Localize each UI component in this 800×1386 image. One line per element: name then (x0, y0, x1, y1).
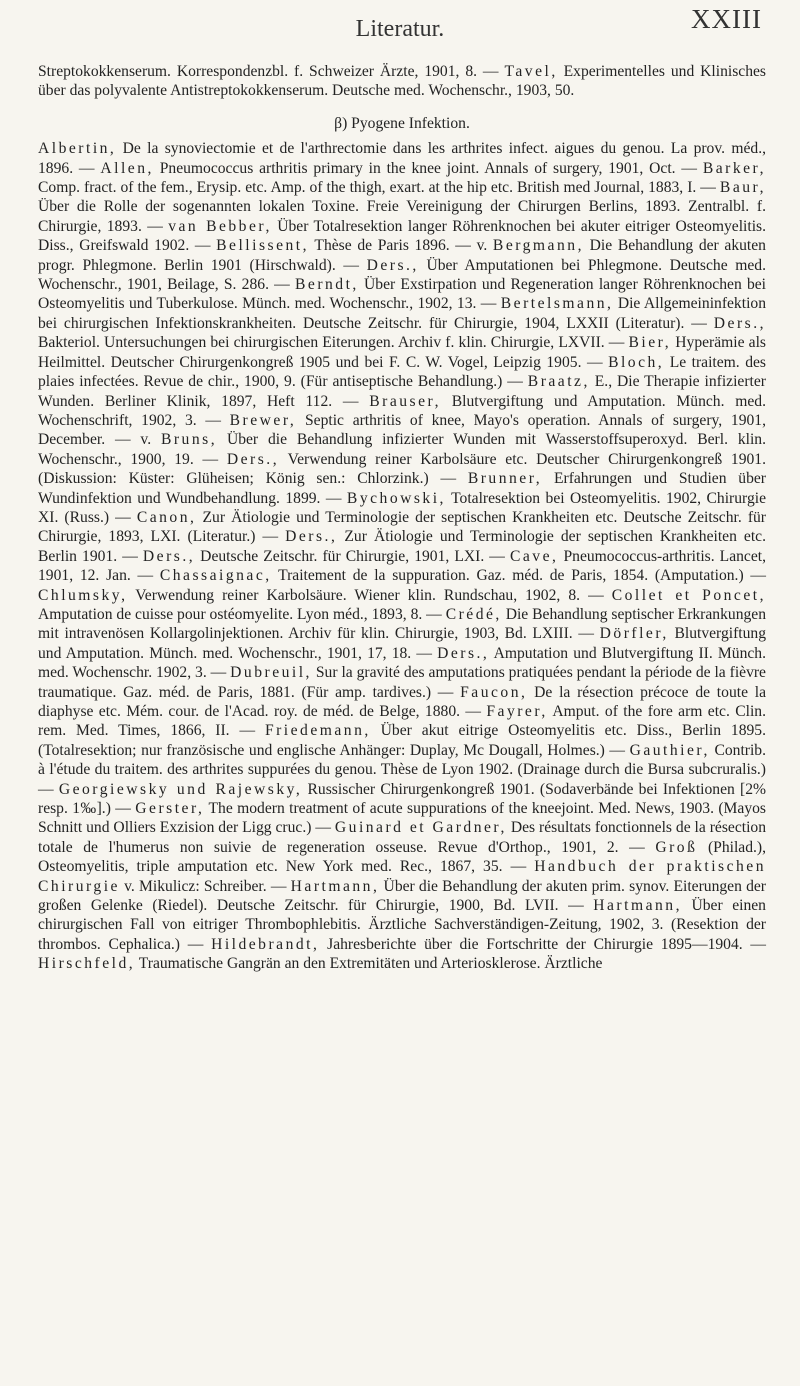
entry-text: Blutvergiftung und Amputation. Münch. med. Wochenschrift, 1902, 3. — (38, 392, 766, 429)
entry-text: Pneumococcus-arthritis. Lancet, 1901, 12. Jan. — (38, 547, 767, 585)
author-name: Bier, (628, 334, 672, 352)
entry-text: Über die Behandlung infizierter Wunden mit Wasserstoffsuperoxyd. Berl. klin. Wochenschr., 1900, 19. — (38, 431, 766, 468)
author-name: Ders., (437, 644, 490, 662)
entry-text: Über die Behandlung der akuten prim. synov. Eiterungen der großen Gelenke (Riedel). Deutsche Zeitschr. für Chirurgie, 1900, Bd. LVII. — (38, 877, 766, 915)
author-name: Tavel, (504, 63, 558, 80)
entry-text: Verwendung reiner Karbolsäure etc. Deutscher Chirurgenkongreß 1901. (Diskussion: Küster: Glüheisen; König sen.: Chlorzink.) — (38, 450, 766, 488)
author-name: Canon, (136, 508, 197, 526)
section-heading: β) Pyogene Infektion. (334, 114, 470, 132)
author-name: Berndt, (295, 276, 359, 294)
author-name: Bellissent, (216, 237, 310, 255)
entry-text: Über Exstirpation und Regeneration langer Röhrenknochen bei Osteomyelitis und Tuberkulose. Münch. med. Wochenschr., 1902, 13. — (38, 276, 767, 313)
entry-text: Pneumococcus arthritis primary in the knee joint. Annals of surgery, 1901, Oct. — (153, 159, 703, 177)
author-name: Hirschfeld, (38, 955, 136, 973)
author-name: Ders., (285, 528, 338, 546)
entry-text: Die Behandlung der akuten progr. Phlegmone. Berlin 1901 (Hirschwald). — (38, 237, 766, 274)
entry-text: Septic arthritis of knee, Mayo's operation. Annals of surgery, 1901, December. — v. (38, 411, 766, 449)
author-name: Chassaignac, (159, 567, 272, 585)
entry-text: Hyperämie als Heilmittel. Deutscher Chirurgenkongreß 1905 und bei F. C. W. Vogel, Leipzig 1905. — (38, 334, 766, 371)
entry-text: Die Allgemeininfektion bei chirurgischen Infektionskrankheiten. Deutsche Zeitschr. für Chirurgie, 1904, LXXII (Literatur). — (38, 295, 766, 332)
author-name: Allen, (100, 159, 154, 177)
entry-text: Amput. of the fore arm etc. Clin. rem. Med. Times, 1866, II. — (38, 703, 766, 740)
entry-text: Streptokokkenserum. Korrespondenzbl. f. Schweizer Ärzte, 1901, 8. — (38, 63, 505, 80)
author-name: Barker, (702, 159, 767, 177)
entry-text: Amputation und Blutvergiftung II. Münch. med. Wochenschr. 1902, 3. — (38, 644, 766, 682)
author-name: Faucon, (460, 683, 528, 701)
entry-text: Traumatische Gangrän an den Extremitäten und Arteriosklerose. Ärztliche (135, 955, 603, 973)
entry-text: Contrib. à l'étude du traitem. des arthrites suppurées du genou. Thèse de Lyon 1902. (Drainage durch die Bursa subcruralis.) — (38, 741, 767, 798)
author-name: Albertin, (38, 140, 117, 158)
running-title: Literatur. (355, 16, 445, 42)
entry-text: Deutsche Zeitschr. für Chirurgie, 1901, LXI. — (195, 547, 510, 565)
running-header (0, 4, 800, 56)
author-name: Baur, (719, 179, 766, 197)
entry-text: Amputation de cuisse pour ostéomyelite. Lyon méd., 1893, 8. — (38, 605, 446, 623)
bibliography-text (38, 62, 766, 1378)
author-name: Brunner, (467, 470, 543, 488)
entry-text: Über Amputationen bei Phlegmone. Deutsche med. Wochenschr., 1901, Beilage, S. 286. — (38, 256, 766, 294)
entry-text: Experimentelles und Klinisches über das polyvalente Antistreptokokkenserum. Deutsche med. Wochenschr., 1903, 50. (38, 63, 766, 100)
author-name: Georgiewsky und Rajewsky, (58, 780, 303, 798)
entry-text: E., Die Therapie infizierter Wunden. Berliner Klinik, 1897, Heft 112. — (38, 373, 766, 410)
author-name: Hartmann, (593, 897, 682, 915)
entry-text: Jahresberichte über die Fortschritte der Chirurgie 1895—1904. — (319, 935, 766, 953)
author-name: Friedemann, (264, 722, 371, 740)
author-name: Brewer, (229, 411, 297, 429)
continued-paragraph (38, 62, 766, 101)
author-name: Bloch, (608, 353, 665, 371)
entry-text: Verwendung reiner Karbolsäure. Wiener klin. Rundschau, 1902, 8. — (127, 586, 612, 604)
author-name: Guinard et Gardner, (334, 819, 507, 837)
author-name: Gerster, (135, 800, 205, 818)
author-name: Groß (655, 838, 698, 856)
author-name: Handbuch der praktischen Chirurgie (38, 858, 767, 895)
author-name: Dubreuil, (230, 664, 312, 682)
entry-text: De la synoviectomie et de l'arthrectomie dans les arthrites infect. aigues du genou. La prov. méd., 1896. — (38, 140, 766, 177)
entry-text: Totalresektion bei Osteomyelitis. 1902, Chirurgie XI. (Russ.) — (38, 489, 766, 526)
entry-text: Russischer Chirurgenkongreß 1901. (Sodaverbände bei Infektionen [2% resp. 1‰].) — (38, 780, 766, 818)
entry-text: Sur la gravité des amputations pratiquées pendant la période de la fièvre traumatique. Gaz. méd. de Paris, 1881. (Für amp. tardives.) — (38, 664, 766, 701)
entry-text: Thèse de Paris 1896. — v. (309, 237, 493, 255)
entry-text: Über Totalresektion langer Röhrenknochen bei akuter eitriger Osteomyelitis. Diss., Greifswald 1902. — (38, 217, 766, 255)
entry-text: Bakteriol. Untersuchungen bei chirurgischen Eiterungen. Archiv f. klin. Chirurgie, LXVII. — (38, 334, 629, 352)
author-name: Hartmann, (290, 877, 380, 895)
entry-text: The modern treatment of acute suppurations of the kneejoint. Med. News, 1903. (Mayos Schnitt und Olliers Exzision der Ligg cruc.) — (38, 800, 767, 837)
entry-text: (Philad.), Osteomyelitis, triple amputation etc. New York med. Rec., 1867, 35. — (38, 838, 766, 876)
entry-text: Über akut eitrige Osteomyelitis etc. Diss., Berlin 1895. (Totalresektion; nur französische und englische Anhänger: Duplay, Mc Dougall, Holmes.) — (38, 722, 766, 759)
entry-text: Le traitem. des plaies infectées. Revue de chir., 1900, 9. (Für antiseptische Behandlung.) — (38, 353, 766, 391)
author-name: Ders., (366, 256, 419, 274)
author-name: Bergmann, (492, 237, 584, 255)
author-name: Crédé, (445, 605, 502, 623)
author-name: Bruns, (160, 431, 218, 449)
author-name: Bychowski, (346, 489, 446, 507)
entry-text: Zur Ätiologie und Terminologie der septischen Krankheiten etc. Berlin 1901. — (38, 528, 766, 565)
entry-text: Comp. fract. of the fem., Erysip. etc. Amp. of the thigh, exart. at the hip etc. British med Journal, 1883, I. — (38, 179, 720, 197)
author-name: Bertelsmann, (500, 295, 614, 313)
entry-text: Zur Ätiologie und Terminologie der septischen Krankheiten etc. Deutsche Zeitschr. für Chirurgie, 1893, LXI. (Literatur.) — (38, 508, 766, 546)
entry-text: Über einen chirurgischen Fall von eitriger Thrombophlebitis. Ärztliche Sachverständigen-Zeitung, 1902, 3. (Resektion der thrombos. Cephalica.) — (38, 897, 766, 953)
entry-text: De la résection précoce de toute la diaphyse etc. Mém. cour. de l'Acad. roy. de méd. de Belge, 1880. — (38, 683, 766, 720)
author-name: Chlumsky, (38, 586, 128, 604)
entry-text: v. Mikulicz: Schreiber. — (119, 877, 291, 895)
page-number: XXIII (691, 4, 762, 34)
entry-text: Die Behandlung septischer Erkrankungen mit intravenösen Kollargolinjektionen. Archiv für klin. Chirurgie, 1903, Bd. LXIII. — (38, 605, 767, 643)
entry-text: Erfahrungen und Studien über Wundinfektion und Wundbehandlung. 1899. — (38, 470, 766, 507)
entry-text: Über die Rolle der sogenannten lokalen Toxine. Freie Vereinigung der Chirurgen Berlins, 1893. Zentralbl. f. Chirurgie, 1893. — (38, 198, 766, 235)
author-name: Ders., (226, 450, 280, 468)
author-name: Hildebrandt, (211, 935, 320, 953)
author-name: Gauthier, (629, 741, 710, 759)
author-name: Fayrer, (486, 703, 548, 720)
author-name: Dörfler, (599, 625, 669, 643)
author-name: Brauser, (369, 392, 441, 410)
entry-text: Blutvergiftung und Amputation. Münch. med. Wochenschr., 1901, 17, 18. — (38, 625, 766, 662)
entry-text: Traitement de la suppuration. Gaz. méd. de Paris, 1854. (Amputation.) — (271, 567, 766, 585)
author-name: Braatz, (527, 373, 590, 391)
reference-paragraph (38, 139, 766, 973)
entry-text: Des résultats fonctionnels de la résection totale de l'humerus non suivie de regeneration osseuse. Revue d'Orthop., 1901, 2. — (38, 819, 767, 856)
author-name: Cave, (509, 547, 559, 565)
author-name: van Bebber, (168, 217, 272, 235)
author-name: Ders., (142, 547, 196, 565)
author-name: Collet et Poncet, (611, 586, 766, 604)
author-name: Ders., (713, 314, 766, 332)
